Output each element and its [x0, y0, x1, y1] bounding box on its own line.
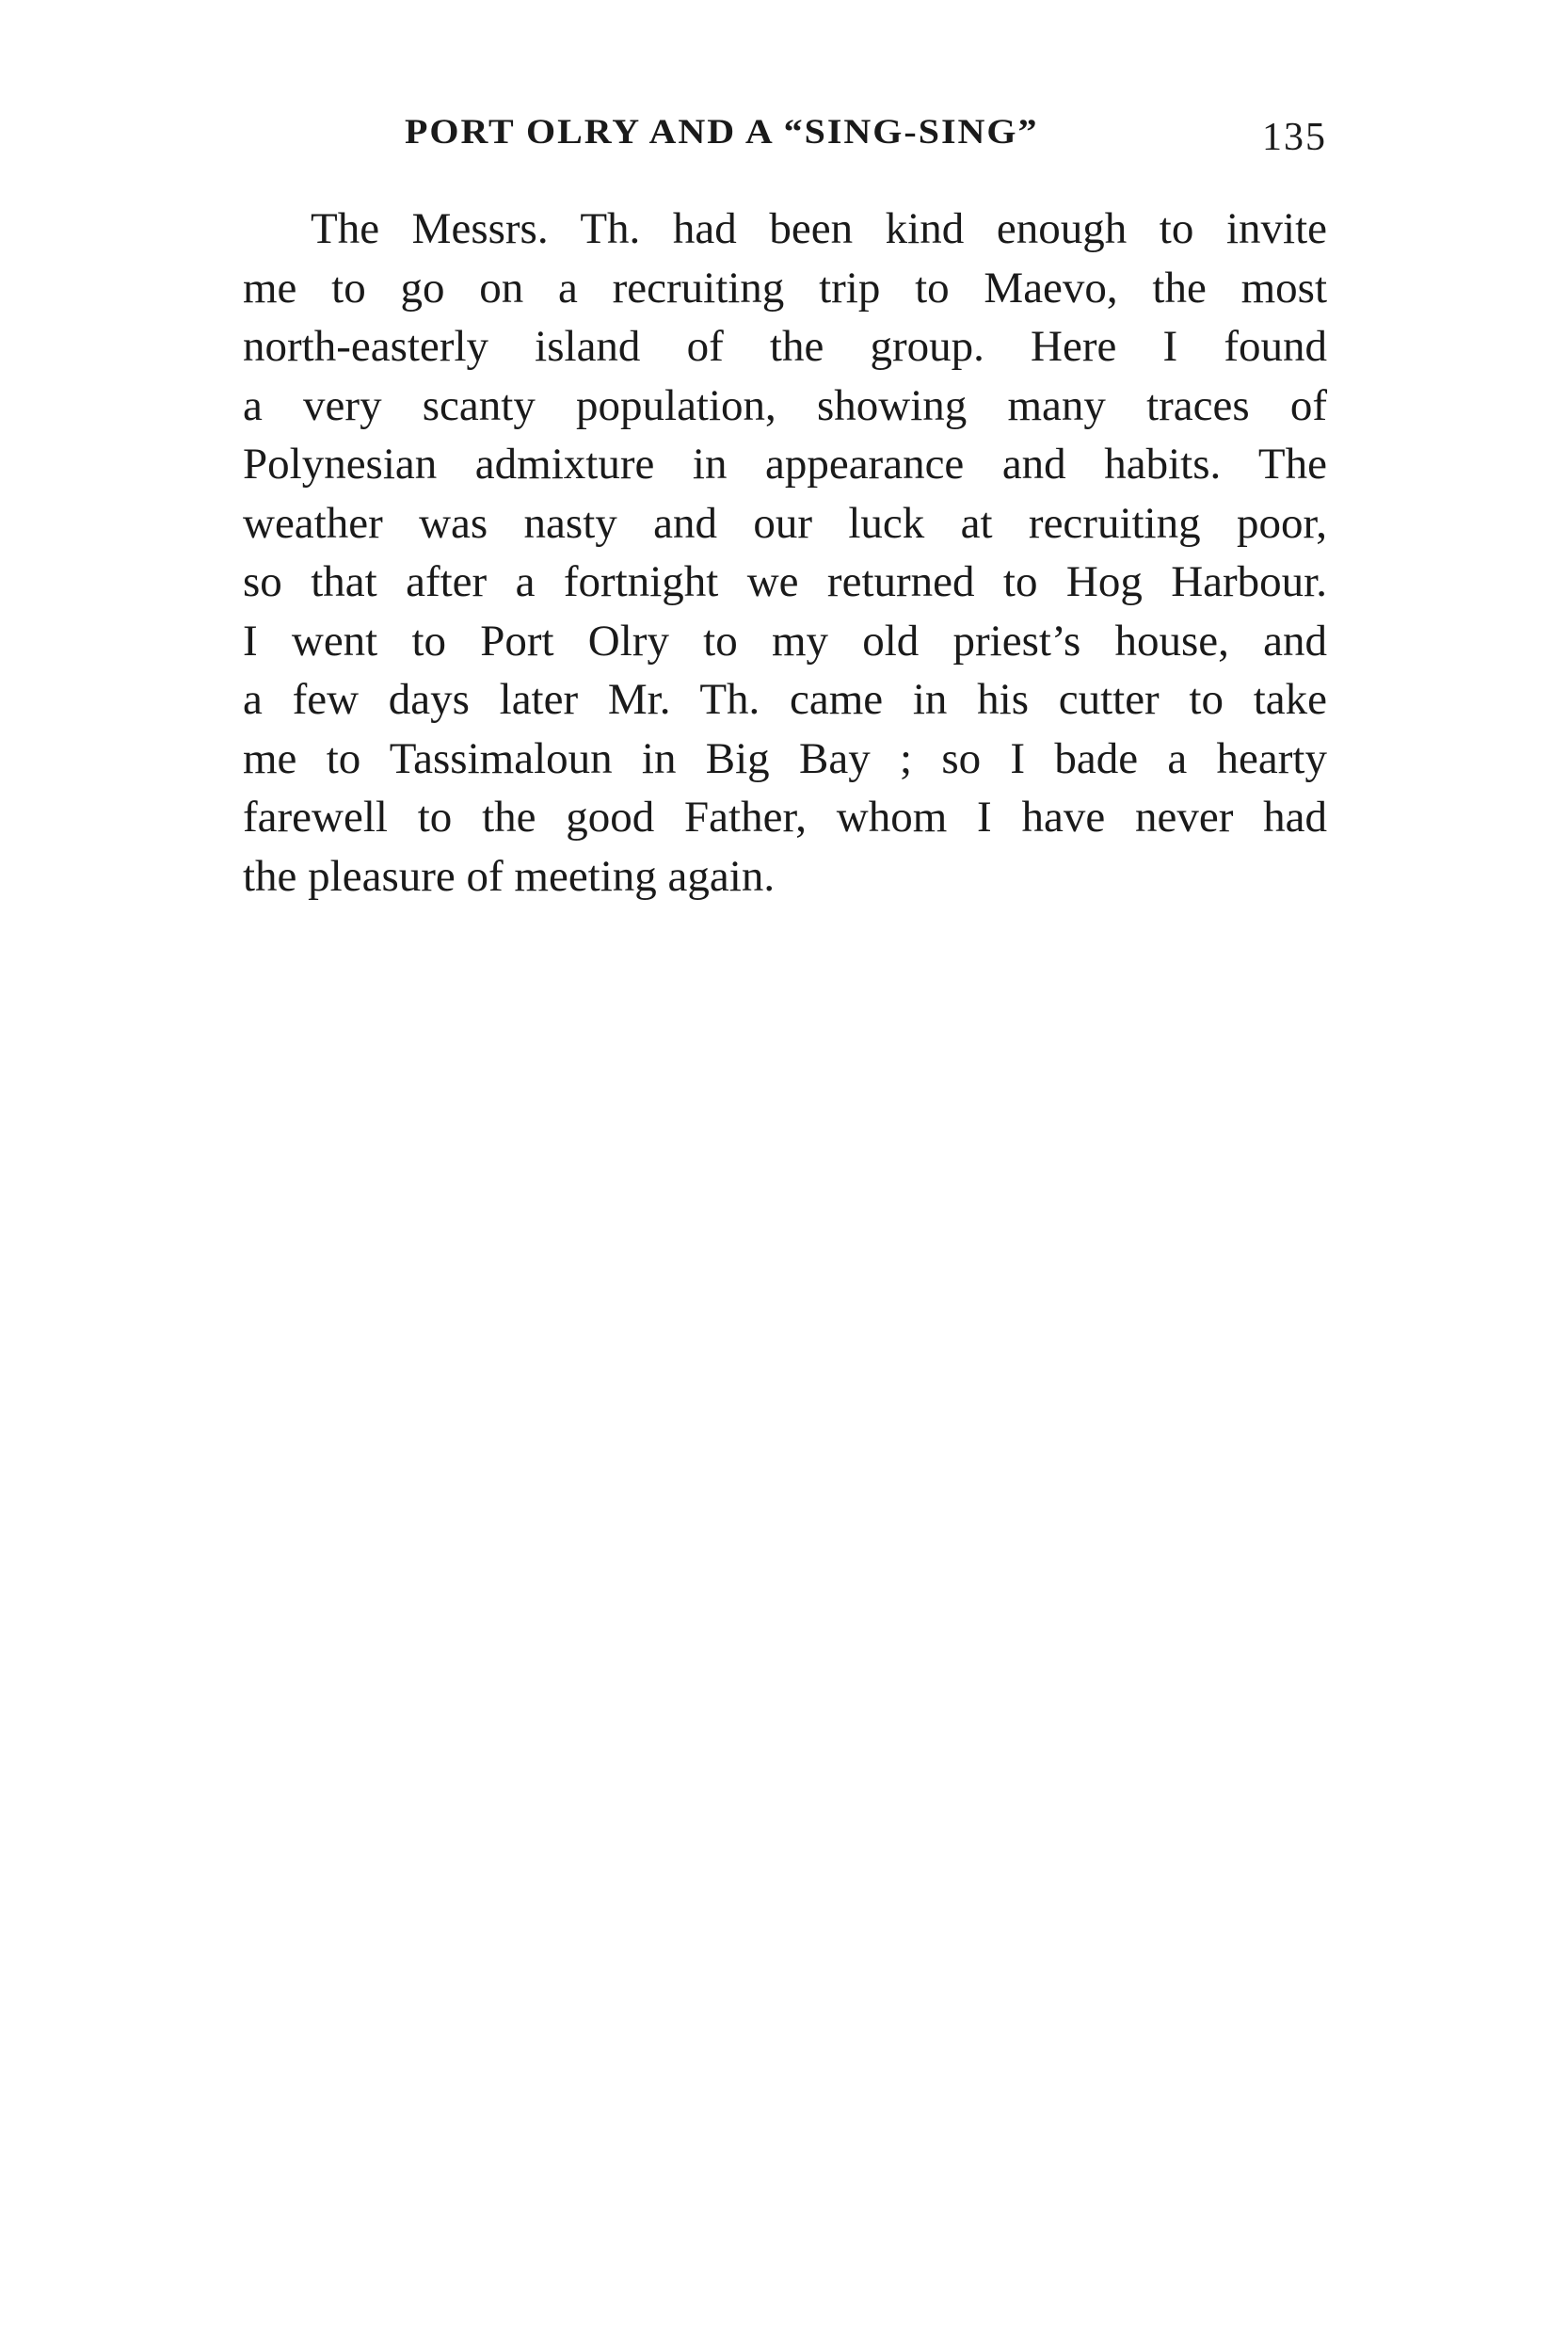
text-line: me to go on a recruiting trip to Maevo, the most [243, 263, 1327, 313]
text-line: weather was nasty and our luck at recruiting poor, [243, 498, 1327, 548]
text-line: I went to Port Olry to my old priest’s house, and [243, 616, 1327, 666]
page-number: 135 [1262, 116, 1327, 159]
text-line: farewell to the good Father, whom I have never had [243, 793, 1327, 842]
body-paragraph [243, 200, 1327, 906]
text-line: north-easterly island of the group. Here I found [243, 322, 1327, 371]
text-line: Polynesian admixture in appearance and habits. The [243, 440, 1327, 489]
text-line: so that after a fortnight we returned to Hog Harbour. [243, 557, 1327, 606]
text-line: a few days later Mr. Th. came in his cutter to take [243, 675, 1327, 724]
text-line: me to Tassimaloun in Big Bay ; so I bade a hearty [243, 733, 1327, 783]
running-head [405, 111, 1327, 168]
text-line-last: the pleasure of meeting again. [243, 851, 776, 901]
text-line: a very scanty population, showing many traces of [243, 380, 1327, 430]
running-title: PORT OLRY AND A “SING-SING” [405, 111, 1039, 152]
text-line: The Messrs. Th. had been kind enough to invite [311, 204, 1327, 253]
